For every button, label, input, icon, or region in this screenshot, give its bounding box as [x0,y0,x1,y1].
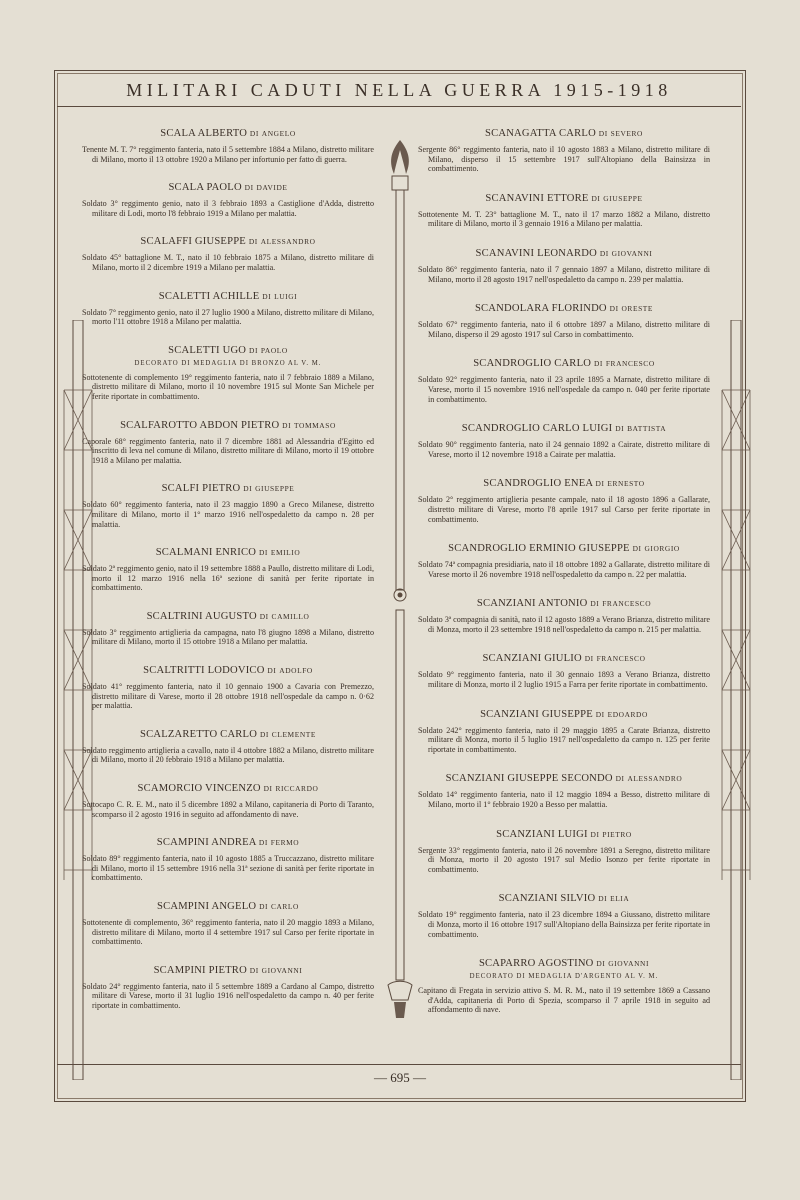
entry-desc: Capitano di Fregata in servizio attivo S. M. R. M., nato il 19 settembre 1869 a Cassano d'Adda, capitaneria di Porto di Spezia, scomparso il 7 aprile 1918 in seguito ad affondamento di nave. [418,986,710,1015]
list-item [82,345,374,402]
page-number: — 695 — [374,1070,426,1085]
entry-desc: Caporale 68° reggimento fanteria, nato il 7 dicembre 1881 ad Alessandria d'Egitto ed inscritto di leva nel comune di Milano, distretto militare di Milano, morto il 19 ottobre 1918 a Milano per malattia. [82,436,374,465]
entry-desc: Soldato 3° reggimento artiglieria da campagna, nato l'8 giugno 1898 a Milano, distretto militare di Milano, morto il 15 ottobre 1918 a Milano per malattia. [82,627,374,647]
entry-desc: Soldato 14° reggimento fanteria, nato il 12 maggio 1894 a Besso, distretto militare di Milano, morto il 1° febbraio 1920 a Besso per malattia. [418,790,710,810]
list-item [418,358,710,404]
entry-name: SCANZIANI ANTONIO DI FRANCESCO [476,598,652,610]
list-item [82,783,374,819]
entry-name: SCANDOLARA FLORINDO DI ORESTE [474,303,654,315]
entry-desc: Soldato 3° reggimento genio, nato il 3 febbraio 1893 a Castiglione d'Adda, distretto militare di Lodi, morto l'8 febbraio 1919 a Milano per malattia. [82,199,374,218]
right-pole-ornament [718,320,754,1080]
entry-name: SCALFI PIETRO DI GIUSEPPE [161,483,295,495]
entry-name: SCANZIANI GIULIO DI FRANCESCO [482,653,646,665]
entry-decoration: DECORATO DI MEDAGLIA D'ARGENTO AL V. M. [469,973,659,981]
list-item [418,893,710,939]
list-item [418,598,710,634]
entry-desc: Soldato 86° reggimento fanteria, nato il 7 gennaio 1897 a Milano, distretto militare di Milano, morto il 28 agosto 1917 nell'ospedaletto da campo n. 239 per malattia. [418,264,710,284]
list-item [82,837,374,883]
entry-name: SCANDROGLIO ENEA DI ERNESTO [483,478,645,490]
entry-name: SCANZIANI SILVIO DI ELIA [498,893,630,905]
list-item [418,193,710,229]
entry-desc: Soldato 41° reggimento fanteria, nato il 10 gennaio 1900 a Cavaria con Premezzo, distretto militare di Varese, morto il 28 ottobre 1918 nell'ospedale da campo n. 0·62 per malattia. [82,682,374,711]
list-item [82,729,374,765]
entry-name: SCAPARRO AGOSTINO DI GIOVANNI [478,958,650,970]
entry-name: SCANZIANI GIUSEPPE DI EDOARDO [480,708,648,720]
entry-name: SCALZARETTO CARLO DI CLEMENTE [139,728,317,740]
list-item [82,483,374,529]
entry-desc: Sottotenente M. T. 23° battaglione M. T., nato il 17 marzo 1882 a Milano, distretto militare di Milano, morto il 3 gennaio 1916 a Milano per malattia. [418,209,710,229]
footer-rule [57,1064,741,1065]
entry-name: SCALTRINI AUGUSTO DI CAMILLO [146,610,310,622]
list-item [418,709,710,755]
entry-desc: Sottotenente di complemento 19° reggimento fanteria, nato il 7 febbraio 1889 a Milano, distretto militare di Milano, morto il 10 novembre 1915 sul Monte San Michele per ferite riportate in combattimento. [82,372,374,401]
list-item [82,291,374,327]
entry-name: SCALA ALBERTO DI ANGELO [160,128,296,139]
list-item [82,611,374,647]
entry-desc: Soldato 92° reggimento fanteria, nato il 23 aprile 1895 a Marnate, distretto militare di Varese, morto il 15 novembre 1916 nell'ospedale da campo n. 040 per ferite riportate in combattimento. [418,375,710,404]
list-item [418,128,710,174]
entry-name: SCAMORCIO VINCENZO DI RICCARDO [137,783,319,795]
entry-desc: Soldato 19° reggimento fanteria, nato il 23 dicembre 1894 a Giussano, distretto militare di Monza, morto il 16 ottobre 1917 sull'Altopiano della Bainsizza per ferite riportate in combattimento. [418,910,710,939]
entry-name: SCANDROGLIO ERMINIO GIUSEPPE DI GIORGIO [448,543,680,555]
list-item [418,958,710,1015]
entry-desc: Soldato 24° reggimento fanteria, nato il 5 settembre 1889 a Cardano al Campo, distretto militare di Varese, morto il 31 luglio 1916 nell'ospedaletto da campo n. 40 per ferite riportate in combattimento. [82,981,374,1010]
entry-desc: Soldato reggimento artiglieria a cavallo, nato il 4 ottobre 1882 a Milano, distretto militare di Milano, morto il 20 febbraio 1918 a Milano per malattia. [82,745,374,765]
right-column [418,128,710,1034]
entry-desc: Soldato 2ª reggimento genio, nato il 19 settembre 1888 a Paullo, distretto militare di Lodi, morto il 12 marzo 1916 nella 16ª sezione di sanità per ferite riportate in combattimento. [82,564,374,593]
entry-name: SCALTRITTI LODOVICO DI ADOLFO [143,665,313,677]
entry-desc: Soldato 242° reggimento fanteria, nato il 29 maggio 1895 a Carate Brianza, distretto militare di Monza, morto il 5 luglio 1917 nell'ospedaletto da campo n. 125 per ferite riportate in combattimento. [418,725,710,754]
entry-name: SCALFAROTTO ABDON PIETRO DI TOMMASO [120,419,336,431]
list-item [82,236,374,272]
list-item [418,653,710,689]
entry-desc: Soldato 45° battaglione M. T., nato il 10 febbraio 1875 a Milano, distretto militare di Milano, morto il 2 dicembre 1919 a Milano per malattia. [82,253,374,272]
entry-name: SCALETTI ACHILLE DI LUIGI [158,290,298,302]
page-title [57,74,741,107]
entry-name: SCALAFFI GIUSEPPE DI ALESSANDRO [140,236,316,248]
entry-decoration: DECORATO DI MEDAGLIA DI BRONZO AL V. M. [134,359,322,367]
entry-name: SCALMANI ENRICO DI EMILIO [155,547,301,559]
entry-name: SCANAVINI ETTORE DI GIUSEPPE [485,192,643,204]
entry-desc: Soldato 9° reggimento fanteria, nato il 30 gennaio 1893 a Verano Brianza, distretto militare di Monza, morto il 2 luglio 1915 a Farra per ferite riportate in combattimento. [418,670,710,690]
entry-desc: Sergente 33° reggimento fanteria, nato il 26 novembre 1891 a Seregno, distretto militare di Monza, morto il 20 agosto 1917 sul Medio Isonzo per ferite riportate in combattimento. [418,845,710,874]
list-item [418,829,710,875]
center-torch-ornament [386,140,414,1020]
entry-name: SCAMPINI PIETRO DI GIOVANNI [153,964,303,976]
entry-desc: Soldato 90° reggimento fanteria, nato il 24 gennaio 1892 a Cairate, distretto militare di Varese, morto il 12 novembre 1918 a Cairate per malattia. [418,440,710,459]
list-item [418,543,710,579]
entry-desc: Soldato 89° reggimento fanteria, nato il 10 agosto 1885 a Truccazzano, distretto militare di Milano, morto il 15 settembre 1916 nella 31ª sezione di sanità per ferite riportate in combattimento. [82,854,374,883]
list-item [418,773,710,809]
list-item [82,665,374,711]
entry-desc: Sottotenente di complemento, 36° reggimento fanteria, nato il 20 maggio 1893 a Milano, distretto militare di Milano, morto il 4 settembre 1917 sul Carso per ferite riportate in combattimento. [82,918,374,947]
entry-desc: Soldato 2° reggimento artiglieria pesante campale, nato il 18 agosto 1896 a Gallarate, distretto militare di Varese, morto l'8 aprile 1917 sul Carso per ferite riportate in combattimento. [418,495,710,524]
entry-desc: Soldato 7° reggimento genio, nato il 27 luglio 1900 a Milano, distretto militare di Milano, morto l'11 ottobre 1918 a Milano per malattia. [82,307,374,327]
entry-desc: Tenente M. T. 7° reggimento fanteria, nato il 5 settembre 1884 a Milano, distretto militare di Milano, morto il 13 ottobre 1920 a Milano per infortunio per fatto di guerra. [82,145,374,164]
list-item [418,303,710,339]
list-item [82,965,374,1011]
entry-desc: Sottocapo C. R. E. M., nato il 5 dicembre 1892 a Milano, capitaneria di Porto di Taranto, scomparso il 2 agosto 1916 in seguito ad affondamento di nave. [82,800,374,819]
entry-desc: Soldato 3ª compagnia di sanità, nato il 12 agosto 1889 a Verano Brianza, distretto militare di Monza, morto il 23 settembre 1918 nell'ospedaletto da campo n. 215 per malattia. [418,615,710,634]
entry-name: SCAMPINI ANDREA DI FERMO [156,837,300,849]
list-item [82,182,374,218]
entry-name: SCANDROGLIO CARLO LUIGI DI BATTISTA [461,423,667,435]
list-item [82,547,374,593]
list-item [82,901,374,947]
entry-name: SCANZIANI LUIGI DI PIETRO [496,828,632,840]
list-item [418,423,710,459]
entry-name: SCANDROGLIO CARLO DI FRANCESCO [473,358,655,370]
page-title-text: MILITARI CADUTI NELLA GUERRA 1915-1918 [126,79,672,100]
entry-name: SCANAGATTA CARLO DI SEVERO [484,128,643,139]
entry-name: SCALETTI UGO DI PAOLO [168,344,288,356]
entry-name: SCANZIANI GIUSEPPE SECONDO DI ALESSANDRO [445,773,683,785]
list-item [82,128,374,164]
entry-name: SCANAVINI LEONARDO DI GIOVANNI [475,247,653,259]
entry-name: SCAMPINI ANGELO DI CARLO [156,901,299,912]
entry-desc: Soldato 74ª compagnia presidiaria, nato il 18 ottobre 1892 a Gallarate, distretto militare di Varese morto il 26 novembre 1918 nell'ospedaletto da campo n. 22 per malattia. [418,560,710,579]
list-item [418,478,710,524]
list-item [82,420,374,466]
list-item [418,248,710,284]
entry-desc: Sergente 86° reggimento fanteria, nato il 10 agosto 1883 a Milano, distretto militare di Milano, disperso il 15 settembre 1917 sull'Altopiano della Bainsizza in combattimento. [418,145,710,174]
entry-name: SCALA PAOLO DI DAVIDE [168,182,288,194]
entry-desc: Soldato 67° reggimento fanteria, nato il 6 ottobre 1897 a Milano, distretto militare di Milano, disperso il 29 agosto 1917 sul Carso in combattimento. [418,320,710,339]
left-column [82,128,374,1029]
entry-desc: Soldato 60° reggimento fanteria, nato il 23 maggio 1890 a Greco Milanese, distretto militare di Milano, morto il 1° marzo 1916 nell'ospedaletto da campo n. 28 per malattia. [82,500,374,529]
